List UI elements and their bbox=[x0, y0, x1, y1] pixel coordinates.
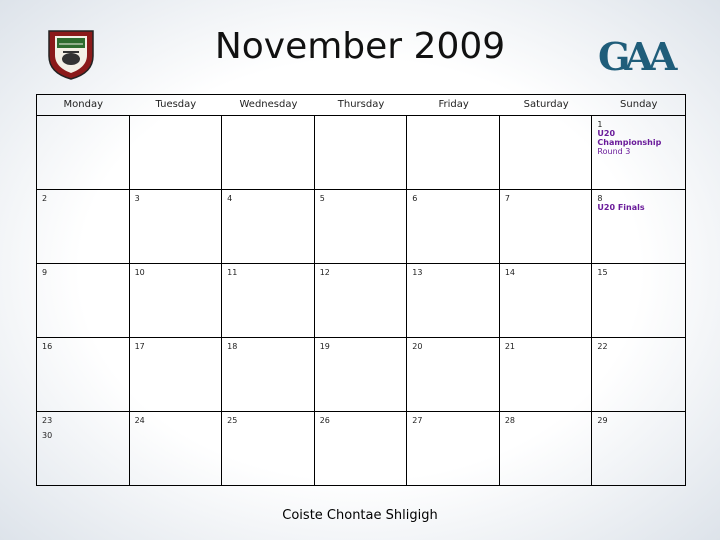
day-number: 10 bbox=[134, 268, 145, 277]
day-number: 22 bbox=[597, 342, 608, 351]
gaa-logo-text: GAA bbox=[598, 38, 672, 74]
day-cell[interactable] bbox=[222, 116, 315, 190]
day-cell[interactable] bbox=[37, 116, 130, 190]
day-cell[interactable] bbox=[592, 338, 685, 412]
county-crest-icon bbox=[46, 28, 96, 80]
calendar bbox=[36, 94, 686, 486]
page-title: November 2009 bbox=[214, 26, 506, 67]
day-cell[interactable] bbox=[500, 264, 593, 338]
day-number: 26 bbox=[319, 416, 330, 425]
day-cell[interactable] bbox=[407, 190, 500, 264]
day-cell[interactable] bbox=[37, 412, 130, 486]
day-number: 12 bbox=[319, 268, 330, 277]
day-cell[interactable] bbox=[37, 264, 130, 338]
event-label: U20 Finals bbox=[597, 203, 645, 212]
day-cell[interactable] bbox=[315, 412, 408, 486]
day-number: 4 bbox=[227, 194, 233, 203]
weekday-label: Tuesday bbox=[155, 99, 197, 110]
weekday-label: Saturday bbox=[523, 99, 569, 110]
day-cell[interactable] bbox=[37, 338, 130, 412]
gaa-logo-icon bbox=[598, 38, 684, 74]
day-cell[interactable] bbox=[407, 412, 500, 486]
day-cell[interactable] bbox=[592, 264, 685, 338]
day-number: 6 bbox=[412, 194, 418, 203]
event-label: U20 Championship bbox=[597, 129, 662, 147]
day-number: 3 bbox=[134, 194, 140, 203]
day-cell[interactable] bbox=[37, 190, 130, 264]
weekday-label: Monday bbox=[63, 99, 104, 110]
day-number: 19 bbox=[319, 342, 330, 351]
weekday-label: Thursday bbox=[337, 99, 385, 110]
event-detail: Round 3 bbox=[597, 147, 631, 156]
day-cell[interactable] bbox=[315, 190, 408, 264]
day-number: 14 bbox=[504, 268, 516, 277]
day-number: 28 bbox=[504, 416, 516, 425]
day-cell[interactable] bbox=[130, 412, 223, 486]
day-number: 5 bbox=[319, 194, 325, 203]
footer-text: Coiste Chontae Shligigh bbox=[282, 508, 438, 523]
day-number: 24 bbox=[134, 416, 145, 425]
day-cell[interactable] bbox=[500, 190, 593, 264]
day-number: 16 bbox=[42, 342, 53, 351]
day-cell[interactable] bbox=[315, 264, 408, 338]
day-number: 2 bbox=[42, 194, 48, 203]
day-cell[interactable] bbox=[130, 190, 223, 264]
day-cell[interactable] bbox=[130, 116, 223, 190]
day-cell[interactable] bbox=[130, 264, 223, 338]
day-cell[interactable] bbox=[592, 412, 685, 486]
day-number: 15 bbox=[597, 268, 608, 277]
day-cell[interactable] bbox=[592, 190, 685, 264]
day-number: 11 bbox=[227, 268, 238, 277]
day-number: 21 bbox=[504, 342, 516, 351]
day-number: 13 bbox=[412, 268, 423, 277]
weekday-label: Wednesday bbox=[239, 99, 298, 110]
day-number: 9 bbox=[42, 268, 48, 277]
day-number: 18 bbox=[227, 342, 238, 351]
weekday-label: Sunday bbox=[620, 99, 658, 110]
day-cell[interactable] bbox=[500, 412, 593, 486]
day-number: 25 bbox=[227, 416, 238, 425]
weekday-label: Friday bbox=[438, 99, 469, 110]
day-number: 29 bbox=[597, 416, 608, 425]
weekday-header bbox=[37, 95, 685, 116]
day-number: 27 bbox=[412, 416, 423, 425]
day-cell[interactable] bbox=[407, 264, 500, 338]
day-number: 17 bbox=[134, 342, 145, 351]
day-cell[interactable] bbox=[222, 190, 315, 264]
day-cell[interactable] bbox=[222, 338, 315, 412]
day-number: 8 bbox=[597, 194, 603, 203]
calendar-grid bbox=[37, 116, 685, 486]
day-number: 20 bbox=[412, 342, 423, 351]
day-cell[interactable] bbox=[315, 338, 408, 412]
day-cell[interactable] bbox=[130, 338, 223, 412]
day-cell[interactable] bbox=[315, 116, 408, 190]
day-cell[interactable] bbox=[222, 264, 315, 338]
day-cell[interactable] bbox=[407, 116, 500, 190]
day-cell[interactable] bbox=[592, 116, 685, 190]
day-cell[interactable] bbox=[500, 338, 593, 412]
day-cell[interactable] bbox=[500, 116, 593, 190]
day-number: 23 bbox=[42, 416, 53, 425]
day-cell[interactable] bbox=[222, 412, 315, 486]
day-number: 30 bbox=[42, 431, 53, 440]
day-number: 1 bbox=[597, 120, 603, 129]
day-number: 7 bbox=[504, 194, 510, 203]
day-cell[interactable] bbox=[407, 338, 500, 412]
